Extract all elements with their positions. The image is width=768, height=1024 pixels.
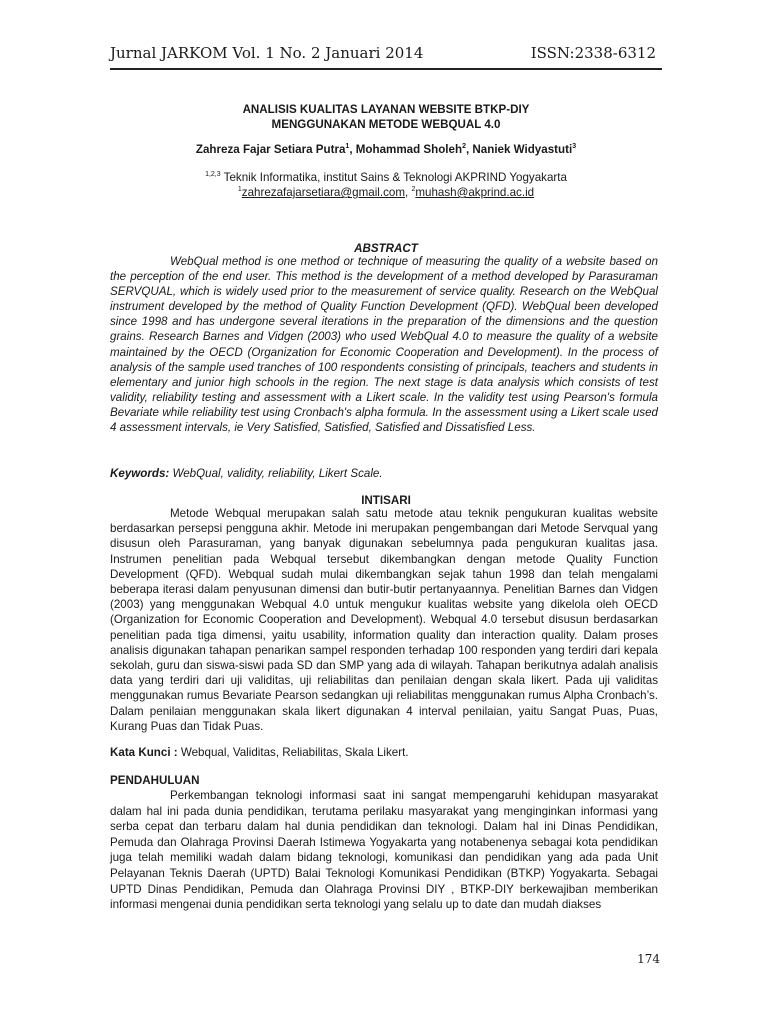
author-affiliation-mark: 1 xyxy=(345,143,350,151)
paper-title-line-1: ANALISIS KUALITAS LAYANAN WEBSITE BTKP-DIY xyxy=(242,103,530,116)
kata-kunci-text: Webqual, Validitas, Reliabilitas, Skala Likert. xyxy=(177,746,409,759)
abstract-body xyxy=(110,254,658,435)
pendahuluan-heading: PENDAHULUAN xyxy=(110,774,200,787)
journal-citation: Jurnal JARKOM Vol. 1 No. 2 Januari 2014 xyxy=(110,44,424,62)
email-mark-1: 1 xyxy=(237,186,242,194)
abstract-heading: ABSTRACT xyxy=(354,242,418,255)
kata-kunci-label: Kata Kunci : xyxy=(110,746,178,759)
email-mark-2: 2 xyxy=(411,186,416,194)
page-number: 174 xyxy=(637,952,660,966)
keywords-line xyxy=(110,466,662,481)
keywords-text: WebQual, validity, reliability, Likert Scale. xyxy=(169,467,383,480)
email-separator: , xyxy=(404,186,412,199)
issn-number: ISSN:2338-6312 xyxy=(530,44,656,62)
author-name: Zahreza Fajar Setiara Putra xyxy=(195,143,346,156)
header-rule xyxy=(110,68,662,70)
affiliation-mark: 1,2,3 xyxy=(205,171,221,179)
paper-title-line-2: MENGGUNAKAN METODE WEBQUAL 4.0 xyxy=(271,118,501,131)
affiliation-text: Teknik Informatika, institut Sains & Teknologi AKPRIND Yogyakarta xyxy=(220,171,567,184)
email-link-1[interactable]: zahrezafajarsetiara@gmail.com xyxy=(241,186,405,199)
pendahuluan-text: Perkembangan teknologi informasi saat ini sangat mempengaruhi kehidupan masyarakat dalam hal ini pada dunia pendidikan, terutama perilaku masyarakat yang menginginkan informasi yang serba cepat dan terbaru dalam hal dunia pendidikan dan teknologi. Dalam hal ini Dinas Pendidikan, Pemuda dan Olahraga Provinsi Daerah Istimewa Yogyakarta yang notabenenya sebagai kota pendidikan juga telah memiliki wadah dalam bidang teknologi, komunikasi dan pendidikan yang ada pada Unit Pelayanan Teknis Daerah (UPTD) Balai Teknologi Komunikasi Pendidikan (BTKP) Yogyakarta. Sebagai UPTD Dinas Pendidikan, Pemuda dan Olahraga Provinsi DIY , BTKP-DIY berkewajiban memberikan informasi mengenai dunia pendidikan serta teknologi yang selalu up to date dan mudah diakses xyxy=(110,789,658,912)
author-separator: , xyxy=(465,143,473,156)
author-name: Naniek Widyastuti xyxy=(472,143,573,156)
author-name: Mohammad Sholeh xyxy=(355,143,463,156)
running-header xyxy=(110,40,660,66)
affiliation-block xyxy=(110,170,662,200)
paper-title xyxy=(110,102,662,132)
affiliation xyxy=(205,171,567,184)
email-link-2[interactable]: muhash@akprind.ac.id xyxy=(415,186,535,199)
intisari-heading: INTISARI xyxy=(361,494,411,507)
intisari-body xyxy=(110,506,658,734)
abstract-text: WebQual method is one method or technique of measuring the quality of a website based on the perception of the end user. This method is the development of a method developed by Parasuraman SERVQUAL, which is widely used prior to the measurement of service quality. Research on the WebQual instrument developed by the method of Quality Function Development (QFD). WebQual been developed since 1998 and has undergone several iterations in the preparation of the dimensions and the question grains. Research Barnes and Vidgen (2003) who used WebQual 4.0 to measure the quality of a website maintained by the OECD (Organization for Economic Cooperation and Development). In the process of analysis of the sample used tranches of 100 respondents consisting of principals, teachers and students in elementary and junior high schools in the region. The next stage is data analysis which consists of test validity, reliability testing and assessment with a Likert scale. In the validity test using Pearson's formula Bevariate while reliability test using Cronbach's alpha formula. In the assessment using a Likert scale used 4 assessment intervals, ie Very Satisfied, Satisfied, Satisfied and Dissatisfied Less. xyxy=(110,255,658,435)
author-separator: , xyxy=(349,143,356,156)
author-list xyxy=(110,142,662,158)
author-emails xyxy=(110,185,662,200)
keywords-label: Keywords: xyxy=(110,467,170,480)
intisari-text: Metode Webqual merupakan salah satu metode atau teknik pengukuran kualitas website berdasarkan persepsi pengguna akhir. Metode ini merupakan pengembangan dari Metode Servqual yang disusun oleh Parasuraman, yang banyak digunakan sebelumnya pada pengukuran kualitas jasa. Instrumen penelitian pada Webqual tersebut dikembangkan dengan metode Quality Function Development (QFD). Webqual sudah mulai dikembangkan sejak tahun 1998 dan telah mengalami beberapa iterasi dalam penyusunan dimensi dan butir-butir pertanyaannya. Penelitian Barnes dan Vidgen (2003) yang menggunakan Webqual 4.0 untuk mengukur kualitas website yang dikelola oleh OECD (Organization for Economic Cooperation and Development). Webqual 4.0 tersebut disusun berdasarkan penelitian pada tiga dimensi, yaitu usability, information quality dan interaction quality. Dalam proses analisis digunakan tahapan penarikan sampel responden terhadap 100 responden yang terdiri dari kepala sekolah, guru dan siswa-siswi pada SD dan SMP yang ada di wilayah. Tahapan berikutnya adalah analisis data yang terdiri dari uji validitas, uji reliabilitas dan penilaian dengan skala likert. Pada uji validitas menggunakan rumus Bevariate Pearson sedangkan uji reliabilitas menggunakan rumus Alpha Cronbach’s. Dalam penilaian menggunakan skala likert digunakan 4 interval penilaian, yaitu Sangat Puas, Puas, Kurang Puas dan Tidak Puas. xyxy=(110,507,658,733)
author-affiliation-mark: 3 xyxy=(572,143,577,151)
pendahuluan-body xyxy=(110,788,658,913)
kata-kunci-line xyxy=(110,745,662,760)
author-affiliation-mark: 2 xyxy=(462,143,466,151)
